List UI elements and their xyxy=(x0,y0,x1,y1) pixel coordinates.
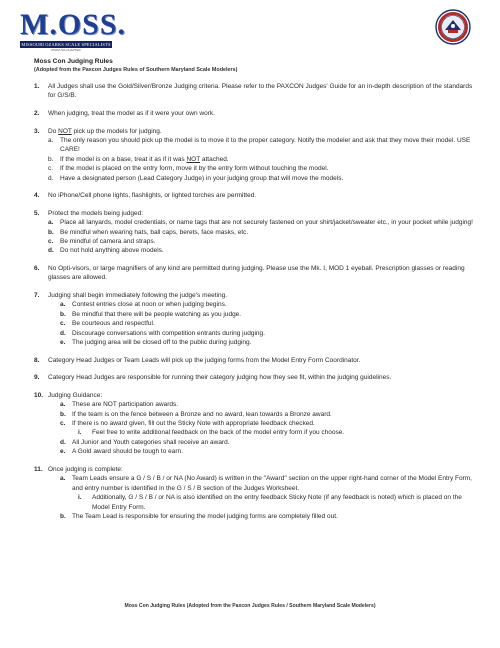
sub-item xyxy=(48,155,474,164)
sub-marker: d. xyxy=(60,329,66,337)
rule-number: 5. xyxy=(34,209,40,217)
sub-marker: b. xyxy=(60,410,66,418)
sub-item xyxy=(48,246,474,255)
sub-marker: e. xyxy=(60,448,66,456)
sub-marker: i. xyxy=(78,429,82,437)
sub-text: Feel free to write additional feedback on the back of the model entry form if you choose. xyxy=(92,429,345,437)
sub-item xyxy=(48,319,474,328)
sub-marker: b. xyxy=(48,155,54,163)
sub-text: attached. xyxy=(200,155,229,163)
sub-text: Be mindful that there will be people watching as you judge. xyxy=(72,310,242,318)
sub-item xyxy=(48,218,474,227)
rule-item xyxy=(34,373,474,382)
sub-text: Do not hold anything above models. xyxy=(60,247,164,255)
logo-banner: MISSOURI OZARKS SCALE SPECIALISTS xyxy=(21,42,111,47)
rule-item xyxy=(34,465,474,521)
rule-text-part: pick up the models for judging. xyxy=(71,127,162,135)
logo-subtext: IPMS/USA CHAPTER xyxy=(51,48,81,52)
sub-marker: c. xyxy=(48,165,54,173)
sub-item xyxy=(48,174,474,183)
sub-text: A Gold award should be tough to earn. xyxy=(72,448,183,456)
rule-item xyxy=(34,356,474,365)
sub-text: These are NOT participation awards. xyxy=(72,401,179,409)
sub-text: Additionally, G / S / B / or NA is also identified on the entry feedback Sticky Note (if any feedback is noted) which is placed on the Model Entry Form. xyxy=(92,494,462,511)
sub-text: Be courteous and respectful. xyxy=(72,320,155,328)
rule-number: 2. xyxy=(34,110,40,117)
sub-marker: c. xyxy=(48,238,54,246)
sub-marker: d. xyxy=(48,174,54,182)
rule-number: 4. xyxy=(34,192,40,200)
sub-marker: c. xyxy=(60,320,66,328)
rule-item xyxy=(34,264,474,283)
sub-item xyxy=(48,512,474,521)
sub-item xyxy=(48,400,474,409)
sub-item xyxy=(48,329,474,338)
sub-text: Place all lanyards, model credentials, or name tags that are not securely fastened on your shirt/jacket/sweater etc., in your pocket while judging! xyxy=(60,219,473,227)
rule-text-emphasis: NOT xyxy=(58,127,72,135)
sub-marker: a. xyxy=(60,301,66,309)
rule-text: Category Head Judges or Team Leads will pick up the judging forms from the Model Entry Form Coordinator. xyxy=(48,356,361,364)
rule-item xyxy=(34,191,474,200)
sub-text: Have a designated person (Lead Category Judge) in your judging group that will move the models. xyxy=(60,174,344,182)
sub-item xyxy=(48,438,474,447)
sub-text: All Junior and Youth categories shall receive an award. xyxy=(72,438,230,446)
rule-number: 10. xyxy=(34,391,44,399)
rule-text: Judging shall begin immediately following the judge's meeting. xyxy=(48,292,228,300)
rule-number: 8. xyxy=(34,356,40,364)
rule-text: Judging Guidance: xyxy=(48,391,103,399)
rule-item xyxy=(34,127,474,183)
sub-text: If the model is placed on the entry form, move it by the entry form without touching the model. xyxy=(60,165,329,173)
rule-number: 6. xyxy=(34,265,40,273)
page-footer: Moss Con Judging Rules (Adopted from the Paxcon Judges Rules / Southern Maryland Scale Modelers) xyxy=(124,603,376,609)
rule-number: 9. xyxy=(34,374,40,382)
sub-text: Discourage conversations with competition entrants during judging. xyxy=(72,329,265,337)
page-title: Moss Con Judging Rules xyxy=(34,58,113,65)
sub-text: If the team is on the fence between a Bronze and no award, lean towards a Bronze award. xyxy=(72,410,332,418)
sub-marker: b. xyxy=(60,512,66,520)
sub-item xyxy=(48,310,474,319)
rule-text: Category Head Judges are responsible for running their category judging how they see fit, within the judging guidelines. xyxy=(48,374,392,382)
sub-item xyxy=(48,419,474,428)
sub-text-emphasis: NOT xyxy=(186,155,201,163)
rule-item xyxy=(34,82,474,101)
rule-number: 11. xyxy=(34,465,43,473)
rule-number: 1. xyxy=(34,83,40,90)
rule-item xyxy=(34,391,474,457)
rule-text: Once judging is complete: xyxy=(48,465,123,473)
rule-text: When judging, treat the model as if it were your own work. xyxy=(48,110,215,117)
sub-item xyxy=(48,228,474,237)
sub-marker: a. xyxy=(48,137,54,144)
sub-text: If the model is on a base, treat it as if it was xyxy=(60,155,187,163)
sub-text: Be mindful when wearing hats, ball caps, berets, face masks, etc. xyxy=(60,228,249,236)
rule-text: No Opti-visors, or large magnifiers of any kind are permitted during judging. Please use the Mk. I, MOD 1 eyeball. Prescription glasses or reading glasses are allowed. xyxy=(48,265,465,282)
sub-text: Be mindful of camera and straps. xyxy=(60,238,156,246)
rules-content xyxy=(34,57,474,530)
sub-marker: e. xyxy=(60,339,66,347)
rule-number: 7. xyxy=(34,292,40,300)
rule-number: 3. xyxy=(34,127,40,135)
rule-text: No iPhone/Cell phone lights, flashlights, or lighted torches are permitted. xyxy=(48,192,257,200)
sub-item xyxy=(48,338,474,347)
sub-text: The judging area will be closed off to the public during judging. xyxy=(72,339,252,347)
sub-text: The only reason you should pick up the model is to move it to the proper category. Notify the modeler and ask that they move their model. USE CARE! xyxy=(60,137,471,154)
sub-item xyxy=(48,474,474,493)
sub-text: If there is no award given, fill out the Sticky Note with appropriate feedback checked. xyxy=(72,420,315,428)
sub-item xyxy=(48,237,474,246)
sub-item xyxy=(48,447,474,456)
rule-text: All Judges shall use the Gold/Silver/Bronze Judging criteria. Please refer to the PAXCON Judges' Guide for an in-depth description of the standards for G/S/B. xyxy=(48,83,473,100)
logo-wordmark: M.OSS. xyxy=(20,8,127,41)
rule-text-part: Do xyxy=(48,127,59,135)
sub-marker: a. xyxy=(48,219,54,227)
sub-text: Contest entries close at noon or when judging begins. xyxy=(72,301,227,309)
moss-logo xyxy=(20,8,127,54)
rule-item xyxy=(34,109,474,118)
sub-item xyxy=(48,410,474,419)
sub-marker: d. xyxy=(48,247,54,255)
sub-marker: b. xyxy=(60,310,66,318)
sub-marker: d. xyxy=(60,438,66,446)
sub-item xyxy=(48,300,474,309)
rule-text: Protect the models being judged: xyxy=(48,209,144,217)
sub-marker: c. xyxy=(60,420,66,428)
sub-sub-item xyxy=(48,428,474,437)
rule-text xyxy=(48,127,474,136)
rule-item xyxy=(34,209,474,256)
sub-sub-item xyxy=(48,493,474,512)
sub-text: The Team Lead is responsible for ensuring the model judging forms are completely filled out. xyxy=(72,512,338,520)
sub-item xyxy=(48,136,474,155)
sub-marker: i. xyxy=(78,494,82,502)
ipms-seal-icon xyxy=(435,9,471,45)
rule-item xyxy=(34,291,474,347)
sub-marker: a. xyxy=(60,401,66,409)
sub-marker: b. xyxy=(48,228,54,236)
page-subtitle: (Adopted from the Paxcon Judges Rules of Southern Maryland Scale Modelers) xyxy=(34,67,238,73)
sub-text: Team Leads ensure a G / S / B / or NA (No Award) is written in the "Award" section on the upper right-hand corner of the Model Entry Form, and entry number is identified in the G / S / B section of the Judges Worksheet. xyxy=(72,475,472,492)
sub-marker: a. xyxy=(60,475,66,483)
sub-item xyxy=(48,164,474,173)
